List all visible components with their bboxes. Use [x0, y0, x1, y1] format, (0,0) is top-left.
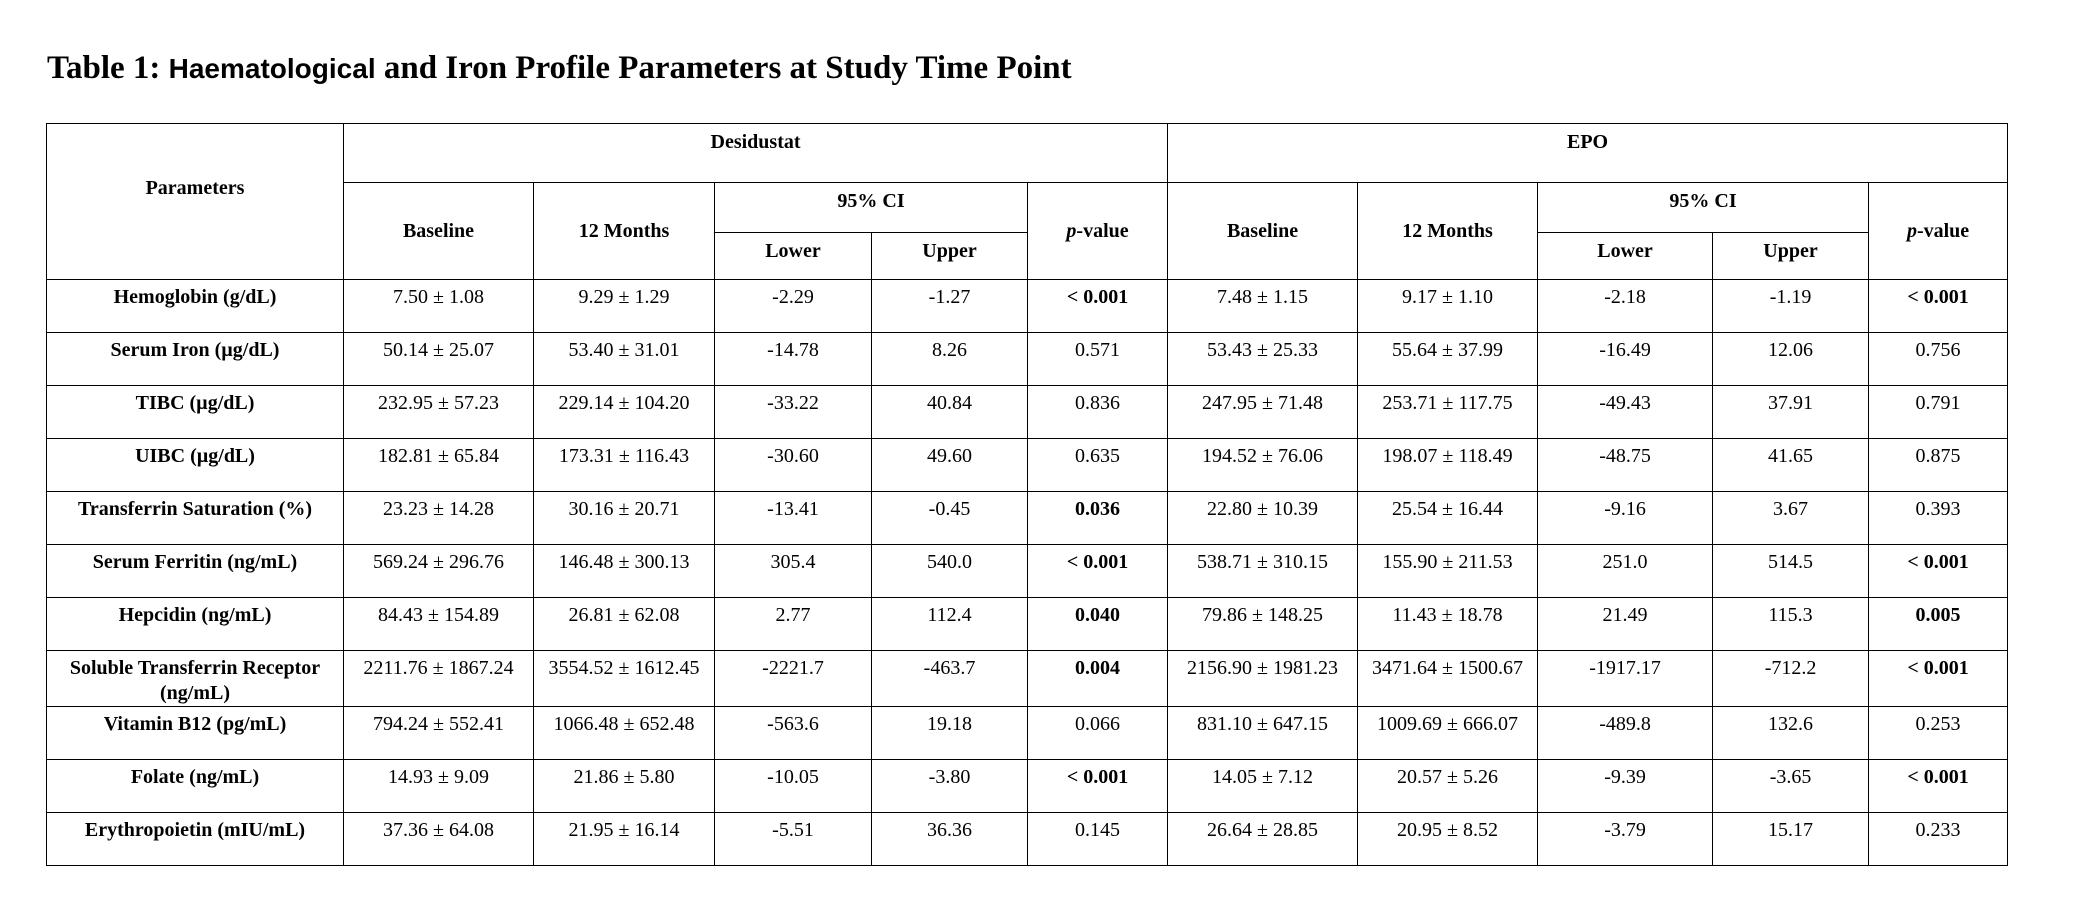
p-rest: -value [1076, 219, 1129, 242]
cell-epo-lower: -489.8 [1538, 707, 1713, 760]
cell-desidustat-upper: 19.18 [872, 707, 1028, 760]
cell-epo-p-value: 0.253 [1869, 707, 2008, 760]
cell-epo-upper: 3.67 [1713, 492, 1869, 545]
cell-desidustat-lower: -2.29 [715, 280, 872, 333]
cell-desidustat-upper: 540.0 [872, 545, 1028, 598]
table-title-word: Haematological [168, 53, 376, 84]
header-desidustat-ci: 95% CI [715, 183, 1028, 233]
cell-parameter: Hemoglobin (g/dL) [47, 280, 344, 333]
cell-epo-lower: -3.79 [1538, 813, 1713, 866]
cell-epo-upper: 132.6 [1713, 707, 1869, 760]
cell-desidustat-12-months: 1066.48 ± 652.48 [534, 707, 715, 760]
cell-desidustat-lower: -2221.7 [715, 651, 872, 707]
header-epo-12-months: 12 Months [1358, 183, 1538, 280]
header-epo-ci: 95% CI [1538, 183, 1869, 233]
cell-epo-12-months: 198.07 ± 118.49 [1358, 439, 1538, 492]
header-desidustat-p-value [1028, 183, 1168, 280]
cell-desidustat-p-value: < 0.001 [1028, 280, 1168, 333]
cell-desidustat-p-value: 0.036 [1028, 492, 1168, 545]
cell-desidustat-upper: -0.45 [872, 492, 1028, 545]
cell-desidustat-lower: 2.77 [715, 598, 872, 651]
header-desidustat-baseline: Baseline [344, 183, 534, 280]
cell-epo-12-months: 155.90 ± 211.53 [1358, 545, 1538, 598]
cell-desidustat-12-months: 21.86 ± 5.80 [534, 760, 715, 813]
cell-desidustat-upper: 8.26 [872, 333, 1028, 386]
cell-epo-12-months: 1009.69 ± 666.07 [1358, 707, 1538, 760]
cell-parameter: Soluble Transferrin Receptor (ng/mL) [47, 651, 344, 707]
cell-epo-baseline: 831.10 ± 647.15 [1168, 707, 1358, 760]
cell-desidustat-p-value: 0.635 [1028, 439, 1168, 492]
cell-epo-lower: -9.16 [1538, 492, 1713, 545]
header-parameters: Parameters [47, 124, 344, 280]
cell-epo-12-months: 55.64 ± 37.99 [1358, 333, 1538, 386]
cell-desidustat-12-months: 3554.52 ± 1612.45 [534, 651, 715, 707]
cell-desidustat-12-months: 173.31 ± 116.43 [534, 439, 715, 492]
cell-desidustat-lower: -563.6 [715, 707, 872, 760]
cell-desidustat-baseline: 569.24 ± 296.76 [344, 545, 534, 598]
data-table [46, 123, 2008, 866]
cell-epo-upper: -712.2 [1713, 651, 1869, 707]
cell-desidustat-upper: 40.84 [872, 386, 1028, 439]
cell-parameter: Folate (ng/mL) [47, 760, 344, 813]
cell-parameter: UIBC (µg/dL) [47, 439, 344, 492]
cell-desidustat-12-months: 229.14 ± 104.20 [534, 386, 715, 439]
cell-epo-lower: -2.18 [1538, 280, 1713, 333]
cell-desidustat-lower: 305.4 [715, 545, 872, 598]
p-italic: p [1066, 219, 1077, 242]
cell-desidustat-baseline: 2211.76 ± 1867.24 [344, 651, 534, 707]
cell-desidustat-baseline: 794.24 ± 552.41 [344, 707, 534, 760]
cell-epo-p-value: 0.756 [1869, 333, 2008, 386]
table-row [47, 760, 2008, 813]
cell-epo-baseline: 26.64 ± 28.85 [1168, 813, 1358, 866]
cell-epo-p-value: 0.875 [1869, 439, 2008, 492]
cell-epo-p-value: 0.393 [1869, 492, 2008, 545]
cell-epo-baseline: 2156.90 ± 1981.23 [1168, 651, 1358, 707]
cell-desidustat-12-months: 26.81 ± 62.08 [534, 598, 715, 651]
cell-epo-12-months: 11.43 ± 18.78 [1358, 598, 1538, 651]
cell-epo-p-value: < 0.001 [1869, 651, 2008, 707]
header-desidustat-12-months: 12 Months [534, 183, 715, 280]
cell-epo-upper: 115.3 [1713, 598, 1869, 651]
cell-desidustat-p-value: < 0.001 [1028, 760, 1168, 813]
cell-desidustat-baseline: 23.23 ± 14.28 [344, 492, 534, 545]
cell-desidustat-baseline: 182.81 ± 65.84 [344, 439, 534, 492]
cell-epo-12-months: 20.95 ± 8.52 [1358, 813, 1538, 866]
header-desidustat-lower: Lower [715, 233, 872, 280]
cell-epo-12-months: 9.17 ± 1.10 [1358, 280, 1538, 333]
cell-epo-baseline: 538.71 ± 310.15 [1168, 545, 1358, 598]
cell-epo-baseline: 22.80 ± 10.39 [1168, 492, 1358, 545]
cell-desidustat-upper: -463.7 [872, 651, 1028, 707]
cell-desidustat-lower: -33.22 [715, 386, 872, 439]
cell-desidustat-lower: -5.51 [715, 813, 872, 866]
cell-desidustat-p-value: 0.004 [1028, 651, 1168, 707]
header-epo-lower: Lower [1538, 233, 1713, 280]
cell-epo-lower: -48.75 [1538, 439, 1713, 492]
cell-desidustat-baseline: 232.95 ± 57.23 [344, 386, 534, 439]
table-title-rest: and Iron Profile Parameters at Study Time Point [383, 50, 1072, 86]
cell-epo-upper: 37.91 [1713, 386, 1869, 439]
table-row [47, 280, 2008, 333]
cell-desidustat-baseline: 84.43 ± 154.89 [344, 598, 534, 651]
cell-epo-lower: -16.49 [1538, 333, 1713, 386]
cell-epo-lower: 251.0 [1538, 545, 1713, 598]
cell-parameter: Serum Iron (µg/dL) [47, 333, 344, 386]
cell-desidustat-upper: -1.27 [872, 280, 1028, 333]
cell-epo-upper: 514.5 [1713, 545, 1869, 598]
table-row [47, 386, 2008, 439]
cell-parameter: Serum Ferritin (ng/mL) [47, 545, 344, 598]
cell-epo-12-months: 25.54 ± 16.44 [1358, 492, 1538, 545]
cell-epo-upper: 12.06 [1713, 333, 1869, 386]
cell-desidustat-12-months: 21.95 ± 16.14 [534, 813, 715, 866]
p-italic: p [1906, 219, 1917, 242]
cell-epo-p-value: < 0.001 [1869, 280, 2008, 333]
cell-epo-p-value: 0.233 [1869, 813, 2008, 866]
table-row [47, 651, 2008, 707]
table-row [47, 813, 2008, 866]
cell-epo-lower: -49.43 [1538, 386, 1713, 439]
cell-desidustat-lower: -30.60 [715, 439, 872, 492]
cell-desidustat-baseline: 50.14 ± 25.07 [344, 333, 534, 386]
cell-desidustat-lower: -14.78 [715, 333, 872, 386]
cell-epo-baseline: 79.86 ± 148.25 [1168, 598, 1358, 651]
cell-epo-baseline: 194.52 ± 76.06 [1168, 439, 1358, 492]
cell-epo-12-months: 3471.64 ± 1500.67 [1358, 651, 1538, 707]
cell-desidustat-baseline: 14.93 ± 9.09 [344, 760, 534, 813]
cell-epo-baseline: 7.48 ± 1.15 [1168, 280, 1358, 333]
cell-epo-lower: -1917.17 [1538, 651, 1713, 707]
cell-desidustat-upper: -3.80 [872, 760, 1028, 813]
cell-epo-p-value: 0.005 [1869, 598, 2008, 651]
cell-epo-p-value: < 0.001 [1869, 545, 2008, 598]
cell-desidustat-12-months: 146.48 ± 300.13 [534, 545, 715, 598]
header-epo-upper: Upper [1713, 233, 1869, 280]
cell-desidustat-12-months: 9.29 ± 1.29 [534, 280, 715, 333]
table-row [47, 439, 2008, 492]
cell-desidustat-12-months: 53.40 ± 31.01 [534, 333, 715, 386]
cell-desidustat-lower: -13.41 [715, 492, 872, 545]
header-desidustat-upper: Upper [872, 233, 1028, 280]
header-group-desidustat: Desidustat [344, 124, 1168, 183]
cell-desidustat-baseline: 7.50 ± 1.08 [344, 280, 534, 333]
cell-desidustat-p-value: 0.836 [1028, 386, 1168, 439]
cell-epo-upper: 15.17 [1713, 813, 1869, 866]
cell-epo-12-months: 253.71 ± 117.75 [1358, 386, 1538, 439]
cell-desidustat-upper: 112.4 [872, 598, 1028, 651]
cell-epo-p-value: 0.791 [1869, 386, 2008, 439]
cell-desidustat-p-value: 0.145 [1028, 813, 1168, 866]
table-title-prefix: Table 1: [47, 50, 161, 86]
table-row [47, 598, 2008, 651]
table-row [47, 707, 2008, 760]
cell-epo-upper: -1.19 [1713, 280, 1869, 333]
cell-desidustat-baseline: 37.36 ± 64.08 [344, 813, 534, 866]
cell-epo-baseline: 247.95 ± 71.48 [1168, 386, 1358, 439]
cell-epo-12-months: 20.57 ± 5.26 [1358, 760, 1538, 813]
cell-desidustat-upper: 49.60 [872, 439, 1028, 492]
cell-epo-upper: 41.65 [1713, 439, 1869, 492]
table-title [47, 50, 1072, 87]
cell-epo-baseline: 14.05 ± 7.12 [1168, 760, 1358, 813]
header-epo-baseline: Baseline [1168, 183, 1358, 280]
cell-epo-baseline: 53.43 ± 25.33 [1168, 333, 1358, 386]
cell-epo-upper: -3.65 [1713, 760, 1869, 813]
cell-parameter: TIBC (µg/dL) [47, 386, 344, 439]
table-body [47, 280, 2008, 866]
header-group-epo: EPO [1168, 124, 2008, 183]
p-rest: -value [1916, 219, 1970, 242]
cell-epo-lower: 21.49 [1538, 598, 1713, 651]
table-row [47, 492, 2008, 545]
cell-desidustat-12-months: 30.16 ± 20.71 [534, 492, 715, 545]
cell-desidustat-p-value: 0.040 [1028, 598, 1168, 651]
cell-desidustat-upper: 36.36 [872, 813, 1028, 866]
table-row [47, 545, 2008, 598]
table-row [47, 333, 2008, 386]
cell-epo-lower: -9.39 [1538, 760, 1713, 813]
cell-parameter: Hepcidin (ng/mL) [47, 598, 344, 651]
header-epo-p-value [1869, 183, 2008, 280]
cell-parameter: Erythropoietin (mIU/mL) [47, 813, 344, 866]
cell-desidustat-p-value: 0.066 [1028, 707, 1168, 760]
cell-epo-p-value: < 0.001 [1869, 760, 2008, 813]
cell-desidustat-p-value: < 0.001 [1028, 545, 1168, 598]
cell-parameter: Vitamin B12 (pg/mL) [47, 707, 344, 760]
cell-desidustat-lower: -10.05 [715, 760, 872, 813]
cell-desidustat-p-value: 0.571 [1028, 333, 1168, 386]
cell-parameter: Transferrin Saturation (%) [47, 492, 344, 545]
